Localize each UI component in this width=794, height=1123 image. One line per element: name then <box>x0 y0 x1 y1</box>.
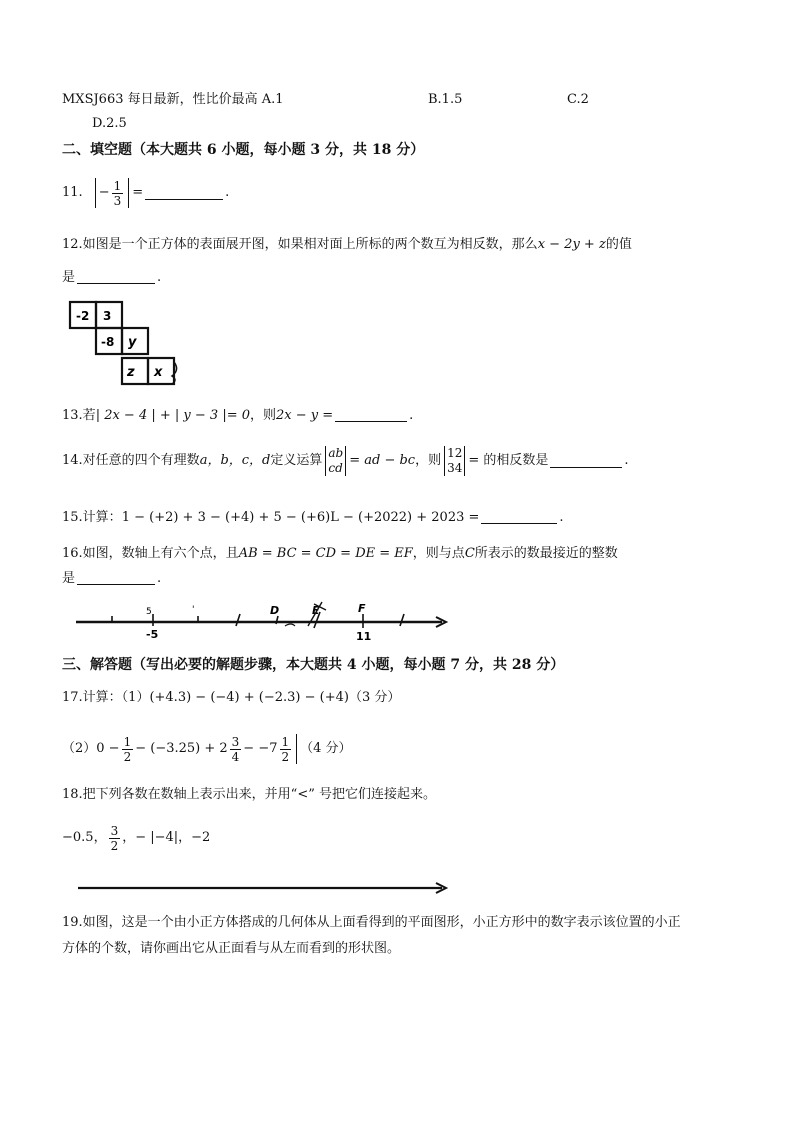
point-label-d: D <box>270 604 280 617</box>
q17-abs-bar <box>296 734 297 764</box>
q12-end: . <box>157 270 162 285</box>
q14-end: . <box>624 453 629 468</box>
question-19-line1: 19.如图，这是一个由小正方体搭成的几何体从上面看得到的平面图形，小正方形中的数字表示该位置的小正 <box>62 915 681 930</box>
q14-det1-bottom: cd <box>328 461 343 475</box>
q18-fraction <box>109 824 121 853</box>
number-line-figure <box>70 596 454 644</box>
q17-fraction-2 <box>230 735 242 764</box>
q11-number: 11. <box>62 185 83 200</box>
question-11 <box>62 178 229 208</box>
q13-mid: ，则 <box>250 408 277 423</box>
q14-determinant-1 <box>325 446 346 476</box>
question-12 <box>62 237 632 253</box>
section-3-title: 三、解答题（写出必要的解题步骤，本大题共 4 小题，每小题 7 分，共 28 分） <box>62 657 565 673</box>
cube-label-2: 3 <box>103 309 112 323</box>
tick-mark-small-2: ' <box>192 605 195 615</box>
q13-end: . <box>409 408 414 423</box>
question-14 <box>62 446 629 476</box>
q12-line2: 是 <box>62 270 76 285</box>
q17-fraction-1 <box>122 735 134 764</box>
q14-vars: a，b，c，d <box>199 453 271 468</box>
q11-frac-den: 3 <box>113 193 122 208</box>
choice-prefix: MXSJ663 每日最新，性比价最高 A.1 <box>62 92 284 107</box>
tick-mark-small: 5 <box>146 607 152 617</box>
q17-f3-num: 1 <box>281 734 290 749</box>
q17-p2-end: （4 分） <box>300 741 352 756</box>
question-12-line2 <box>62 270 161 286</box>
cube-label-6: x <box>154 365 163 380</box>
q18-number-line <box>76 880 450 896</box>
question-15 <box>62 510 564 526</box>
q14-det1-top: ab <box>328 446 344 460</box>
axis-label-11: 11 <box>356 630 372 643</box>
abs-bar-right <box>128 178 129 208</box>
question-17-part1: 17.计算：（1）(+4.3) − (−4) + (−2.3) − (+4)（3 分） <box>62 690 401 705</box>
q15-end: . <box>559 510 564 525</box>
cube-label-3: -8 <box>101 335 115 349</box>
q14-post: = 的相反数是 <box>468 453 549 468</box>
q14-det2-top: 12 <box>447 446 463 460</box>
cube-label-5: z <box>127 365 135 380</box>
q14-mid: 定义运算 <box>270 453 323 468</box>
q16-line1c: 所表示的数最接近的整数 <box>474 546 618 561</box>
point-label-e: E <box>312 604 320 617</box>
abs-bar-left <box>95 178 96 208</box>
q12-expr: x − 2y + z <box>537 237 606 252</box>
q11-frac-num: 1 <box>113 178 122 193</box>
q14-eq: = ad − bc <box>349 453 416 468</box>
q14-mid2: ，则 <box>415 453 442 468</box>
q11-fraction <box>112 179 124 208</box>
cube-label-4: y <box>128 335 137 350</box>
q17-fraction-3 <box>280 735 292 764</box>
q12-answer-blank[interactable] <box>77 271 155 284</box>
q11-sign: − <box>98 185 110 200</box>
q14-pre: 14.对任意的四个有理数 <box>62 453 200 468</box>
q13-answer-blank[interactable] <box>335 409 407 422</box>
q12-text2: 的值 <box>605 237 632 252</box>
question-16 <box>62 546 618 562</box>
q14-det2-bottom: 34 <box>447 461 463 475</box>
q11-end: . <box>225 185 230 200</box>
q16-line1b: ，则与点 <box>412 546 465 561</box>
q17-f2-num: 3 <box>231 734 240 749</box>
q17-p2-pre: （2）0 − <box>62 741 120 756</box>
q13-expr: | 2x − 4 | + | y − 3 |= 0 <box>95 408 250 423</box>
option-d: D.2.5 <box>92 116 127 131</box>
axis-label-neg5: -5 <box>146 628 159 641</box>
q17-p2-mid1: − (−3.25) + 2 <box>135 741 228 756</box>
q17-f2-den: 4 <box>231 749 240 764</box>
option-b: B.1.5 <box>428 92 463 107</box>
q14-answer-blank[interactable] <box>550 455 622 468</box>
question-17-part2 <box>62 732 352 766</box>
q17-f3-den: 2 <box>281 749 290 764</box>
q16-end: . <box>157 571 162 586</box>
cube-net-figure <box>66 298 182 390</box>
question-16-line2 <box>62 571 161 587</box>
q15-expr: 1 − (+2) + 3 − (+4) + 5 − (+6)L − (+2022) + 2023 = <box>121 510 480 525</box>
q18-n1: −0.5， <box>62 830 107 845</box>
point-label-f: F <box>358 602 366 615</box>
q18-f-num: 3 <box>110 823 119 838</box>
q16-line2: 是 <box>62 571 76 586</box>
q16-line1: 16.如图，数轴上有六个点，且 <box>62 546 239 561</box>
choice-line <box>62 92 284 108</box>
q13-expr2: 2x − y = <box>276 408 334 423</box>
q15-answer-blank[interactable] <box>481 511 557 524</box>
question-18: 18.把下列各数在数轴上表示出来，并用“<” 号把它们连接起来。 <box>62 787 436 802</box>
q17-f1-den: 2 <box>123 749 132 764</box>
q17-p2-mid2: − −7 <box>243 741 278 756</box>
q17-f1-num: 1 <box>123 734 132 749</box>
q18-n2: ，− |−4|，−2 <box>122 830 211 845</box>
q13-pre: 13.若 <box>62 408 96 423</box>
q18-f-den: 2 <box>110 838 119 853</box>
question-13 <box>62 408 413 424</box>
option-c: C.2 <box>567 92 589 107</box>
q15-pre: 15.计算： <box>62 510 122 525</box>
cube-label-1: -2 <box>76 309 90 323</box>
section-2-title: 二、填空题（本大题共 6 小题，每小题 3 分，共 18 分） <box>62 142 425 158</box>
q11-answer-blank[interactable] <box>145 187 223 200</box>
question-19-line2: 方体的个数，请你画出它从正面看与从左而看到的形状图。 <box>62 941 401 956</box>
q16-point-c: C <box>464 546 475 561</box>
q16-answer-blank[interactable] <box>77 572 155 585</box>
q11-eq: = <box>132 185 144 200</box>
q12-text: 12.如图是一个正方体的表面展开图，如果相对面上所标的两个数互为相反数，那么 <box>62 237 538 252</box>
q14-determinant-2 <box>444 446 465 476</box>
question-18-numbers <box>62 820 210 856</box>
q16-expr: AB = BC = CD = DE = EF <box>238 546 413 561</box>
